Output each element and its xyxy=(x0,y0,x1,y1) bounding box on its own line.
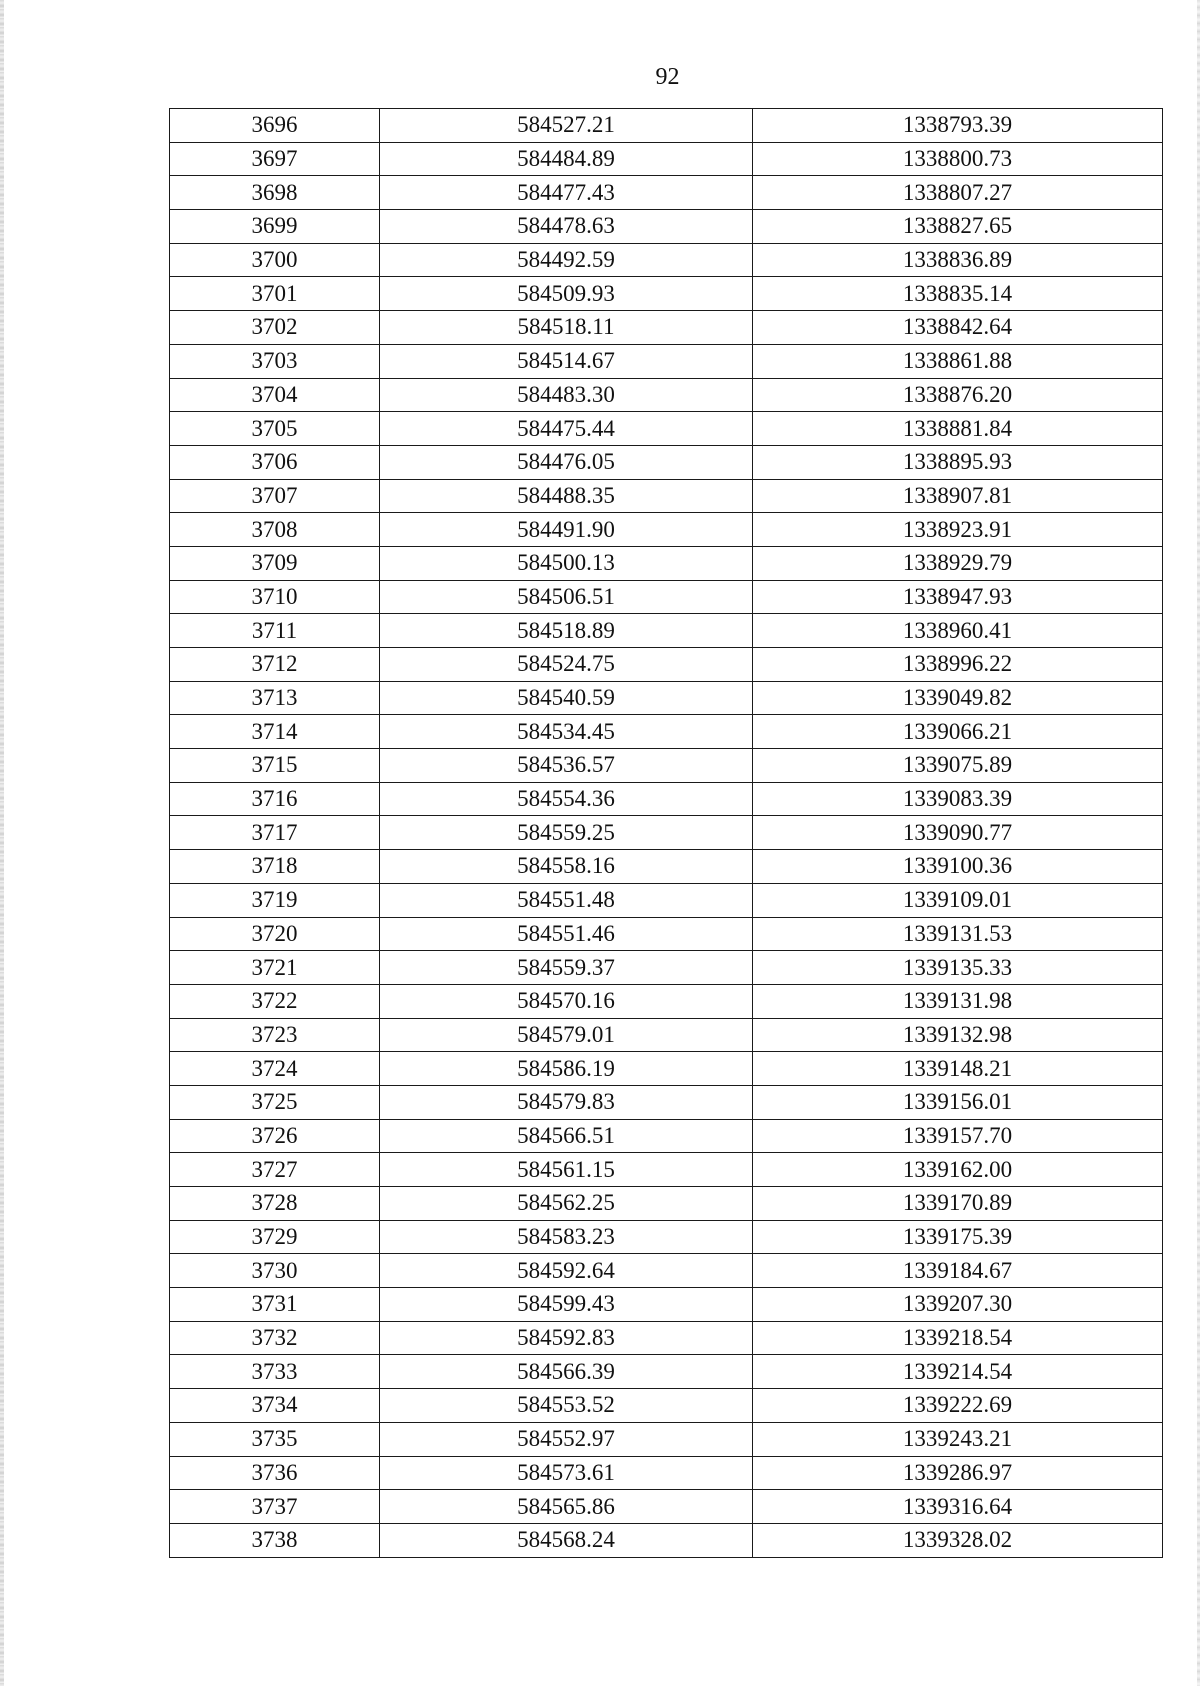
y-coordinate-cell: 1339156.01 xyxy=(753,1085,1163,1119)
x-coordinate-cell: 584559.25 xyxy=(380,816,753,850)
y-coordinate-cell: 1338947.93 xyxy=(753,580,1163,614)
point-id-cell: 3702 xyxy=(170,311,380,345)
point-id-cell: 3704 xyxy=(170,378,380,412)
y-coordinate-cell: 1338929.79 xyxy=(753,546,1163,580)
y-coordinate-cell: 1339214.54 xyxy=(753,1355,1163,1389)
table-row xyxy=(170,445,1163,479)
point-id-cell: 3735 xyxy=(170,1422,380,1456)
table-row xyxy=(170,614,1163,648)
table-row xyxy=(170,1288,1163,1322)
y-coordinate-cell: 1338996.22 xyxy=(753,648,1163,682)
table-row xyxy=(170,513,1163,547)
point-id-cell: 3718 xyxy=(170,850,380,884)
x-coordinate-cell: 584573.61 xyxy=(380,1456,753,1490)
coordinate-table xyxy=(169,108,1163,1558)
y-coordinate-cell: 1338881.84 xyxy=(753,412,1163,446)
y-coordinate-cell: 1339075.89 xyxy=(753,749,1163,783)
x-coordinate-cell: 584534.45 xyxy=(380,715,753,749)
y-coordinate-cell: 1339162.00 xyxy=(753,1153,1163,1187)
x-coordinate-cell: 584476.05 xyxy=(380,445,753,479)
x-coordinate-cell: 584540.59 xyxy=(380,681,753,715)
table-row xyxy=(170,1119,1163,1153)
y-coordinate-cell: 1339218.54 xyxy=(753,1321,1163,1355)
table-row xyxy=(170,1422,1163,1456)
table-row xyxy=(170,883,1163,917)
table-row xyxy=(170,1018,1163,1052)
table-row xyxy=(170,412,1163,446)
table-row xyxy=(170,546,1163,580)
y-coordinate-cell: 1339131.53 xyxy=(753,917,1163,951)
x-coordinate-cell: 584475.44 xyxy=(380,412,753,446)
point-id-cell: 3719 xyxy=(170,883,380,917)
point-id-cell: 3720 xyxy=(170,917,380,951)
scan-edge-left xyxy=(0,0,4,1686)
point-id-cell: 3707 xyxy=(170,479,380,513)
point-id-cell: 3716 xyxy=(170,782,380,816)
y-coordinate-cell: 1339184.67 xyxy=(753,1254,1163,1288)
point-id-cell: 3714 xyxy=(170,715,380,749)
x-coordinate-cell: 584579.83 xyxy=(380,1085,753,1119)
table-row xyxy=(170,648,1163,682)
point-id-cell: 3703 xyxy=(170,344,380,378)
point-id-cell: 3738 xyxy=(170,1523,380,1557)
table-row xyxy=(170,681,1163,715)
y-coordinate-cell: 1339148.21 xyxy=(753,1052,1163,1086)
point-id-cell: 3712 xyxy=(170,648,380,682)
table-row xyxy=(170,277,1163,311)
table-row xyxy=(170,1389,1163,1423)
y-coordinate-cell: 1338835.14 xyxy=(753,277,1163,311)
x-coordinate-cell: 584570.16 xyxy=(380,984,753,1018)
x-coordinate-cell: 584553.52 xyxy=(380,1389,753,1423)
table-row xyxy=(170,344,1163,378)
table-row xyxy=(170,109,1163,143)
point-id-cell: 3713 xyxy=(170,681,380,715)
table-row xyxy=(170,243,1163,277)
x-coordinate-cell: 584492.59 xyxy=(380,243,753,277)
x-coordinate-cell: 584561.15 xyxy=(380,1153,753,1187)
point-id-cell: 3715 xyxy=(170,749,380,783)
x-coordinate-cell: 584484.89 xyxy=(380,142,753,176)
y-coordinate-cell: 1339316.64 xyxy=(753,1490,1163,1524)
table-row xyxy=(170,1052,1163,1086)
y-coordinate-cell: 1339175.39 xyxy=(753,1220,1163,1254)
x-coordinate-cell: 584500.13 xyxy=(380,546,753,580)
y-coordinate-cell: 1339100.36 xyxy=(753,850,1163,884)
table-row xyxy=(170,142,1163,176)
point-id-cell: 3727 xyxy=(170,1153,380,1187)
table-row xyxy=(170,1220,1163,1254)
table-row xyxy=(170,210,1163,244)
table-row xyxy=(170,311,1163,345)
table-row xyxy=(170,1523,1163,1557)
point-id-cell: 3724 xyxy=(170,1052,380,1086)
x-coordinate-cell: 584518.89 xyxy=(380,614,753,648)
point-id-cell: 3701 xyxy=(170,277,380,311)
point-id-cell: 3730 xyxy=(170,1254,380,1288)
y-coordinate-cell: 1338876.20 xyxy=(753,378,1163,412)
point-id-cell: 3734 xyxy=(170,1389,380,1423)
x-coordinate-cell: 584551.48 xyxy=(380,883,753,917)
page-number: 92 xyxy=(655,64,680,90)
table-row xyxy=(170,580,1163,614)
table-row xyxy=(170,1187,1163,1221)
table-row xyxy=(170,176,1163,210)
table-row xyxy=(170,1355,1163,1389)
table-row xyxy=(170,1456,1163,1490)
x-coordinate-cell: 584568.24 xyxy=(380,1523,753,1557)
x-coordinate-cell: 584592.64 xyxy=(380,1254,753,1288)
y-coordinate-cell: 1339131.98 xyxy=(753,984,1163,1018)
point-id-cell: 3711 xyxy=(170,614,380,648)
y-coordinate-cell: 1338861.88 xyxy=(753,344,1163,378)
point-id-cell: 3705 xyxy=(170,412,380,446)
x-coordinate-cell: 584554.36 xyxy=(380,782,753,816)
y-coordinate-cell: 1339066.21 xyxy=(753,715,1163,749)
table-row xyxy=(170,1254,1163,1288)
y-coordinate-cell: 1339109.01 xyxy=(753,883,1163,917)
point-id-cell: 3732 xyxy=(170,1321,380,1355)
point-id-cell: 3729 xyxy=(170,1220,380,1254)
x-coordinate-cell: 584559.37 xyxy=(380,951,753,985)
x-coordinate-cell: 584506.51 xyxy=(380,580,753,614)
table-row xyxy=(170,479,1163,513)
coordinate-table-body xyxy=(170,109,1163,1558)
table-row xyxy=(170,715,1163,749)
x-coordinate-cell: 584478.63 xyxy=(380,210,753,244)
point-id-cell: 3733 xyxy=(170,1355,380,1389)
y-coordinate-cell: 1339328.02 xyxy=(753,1523,1163,1557)
y-coordinate-cell: 1339286.97 xyxy=(753,1456,1163,1490)
table-row xyxy=(170,850,1163,884)
x-coordinate-cell: 584566.39 xyxy=(380,1355,753,1389)
x-coordinate-cell: 584518.11 xyxy=(380,311,753,345)
table-row xyxy=(170,984,1163,1018)
y-coordinate-cell: 1339170.89 xyxy=(753,1187,1163,1221)
point-id-cell: 3700 xyxy=(170,243,380,277)
point-id-cell: 3726 xyxy=(170,1119,380,1153)
y-coordinate-cell: 1339222.69 xyxy=(753,1389,1163,1423)
y-coordinate-cell: 1338907.81 xyxy=(753,479,1163,513)
table-row xyxy=(170,1321,1163,1355)
y-coordinate-cell: 1339049.82 xyxy=(753,681,1163,715)
point-id-cell: 3725 xyxy=(170,1085,380,1119)
y-coordinate-cell: 1338793.39 xyxy=(753,109,1163,143)
y-coordinate-cell: 1338895.93 xyxy=(753,445,1163,479)
point-id-cell: 3708 xyxy=(170,513,380,547)
y-coordinate-cell: 1338923.91 xyxy=(753,513,1163,547)
point-id-cell: 3696 xyxy=(170,109,380,143)
point-id-cell: 3736 xyxy=(170,1456,380,1490)
point-id-cell: 3698 xyxy=(170,176,380,210)
x-coordinate-cell: 584483.30 xyxy=(380,378,753,412)
point-id-cell: 3722 xyxy=(170,984,380,1018)
point-id-cell: 3721 xyxy=(170,951,380,985)
x-coordinate-cell: 584536.57 xyxy=(380,749,753,783)
y-coordinate-cell: 1339083.39 xyxy=(753,782,1163,816)
point-id-cell: 3699 xyxy=(170,210,380,244)
table-row xyxy=(170,1153,1163,1187)
table-row xyxy=(170,951,1163,985)
y-coordinate-cell: 1339243.21 xyxy=(753,1422,1163,1456)
x-coordinate-cell: 584509.93 xyxy=(380,277,753,311)
y-coordinate-cell: 1338800.73 xyxy=(753,142,1163,176)
x-coordinate-cell: 584514.67 xyxy=(380,344,753,378)
y-coordinate-cell: 1339157.70 xyxy=(753,1119,1163,1153)
point-id-cell: 3710 xyxy=(170,580,380,614)
y-coordinate-cell: 1338960.41 xyxy=(753,614,1163,648)
x-coordinate-cell: 584599.43 xyxy=(380,1288,753,1322)
y-coordinate-cell: 1339207.30 xyxy=(753,1288,1163,1322)
point-id-cell: 3709 xyxy=(170,546,380,580)
point-id-cell: 3697 xyxy=(170,142,380,176)
point-id-cell: 3728 xyxy=(170,1187,380,1221)
x-coordinate-cell: 584552.97 xyxy=(380,1422,753,1456)
x-coordinate-cell: 584488.35 xyxy=(380,479,753,513)
x-coordinate-cell: 584592.83 xyxy=(380,1321,753,1355)
x-coordinate-cell: 584562.25 xyxy=(380,1187,753,1221)
x-coordinate-cell: 584579.01 xyxy=(380,1018,753,1052)
x-coordinate-cell: 584551.46 xyxy=(380,917,753,951)
table-row xyxy=(170,1085,1163,1119)
y-coordinate-cell: 1338836.89 xyxy=(753,243,1163,277)
x-coordinate-cell: 584477.43 xyxy=(380,176,753,210)
y-coordinate-cell: 1339132.98 xyxy=(753,1018,1163,1052)
y-coordinate-cell: 1338842.64 xyxy=(753,311,1163,345)
table-row xyxy=(170,749,1163,783)
y-coordinate-cell: 1338807.27 xyxy=(753,176,1163,210)
table-row xyxy=(170,816,1163,850)
x-coordinate-cell: 584566.51 xyxy=(380,1119,753,1153)
x-coordinate-cell: 584491.90 xyxy=(380,513,753,547)
point-id-cell: 3731 xyxy=(170,1288,380,1322)
x-coordinate-cell: 584524.75 xyxy=(380,648,753,682)
x-coordinate-cell: 584586.19 xyxy=(380,1052,753,1086)
y-coordinate-cell: 1339135.33 xyxy=(753,951,1163,985)
y-coordinate-cell: 1339090.77 xyxy=(753,816,1163,850)
point-id-cell: 3723 xyxy=(170,1018,380,1052)
x-coordinate-cell: 584583.23 xyxy=(380,1220,753,1254)
x-coordinate-cell: 584527.21 xyxy=(380,109,753,143)
point-id-cell: 3717 xyxy=(170,816,380,850)
table-row xyxy=(170,782,1163,816)
x-coordinate-cell: 584558.16 xyxy=(380,850,753,884)
point-id-cell: 3706 xyxy=(170,445,380,479)
y-coordinate-cell: 1338827.65 xyxy=(753,210,1163,244)
table-row xyxy=(170,1490,1163,1524)
point-id-cell: 3737 xyxy=(170,1490,380,1524)
table-row xyxy=(170,917,1163,951)
table-row xyxy=(170,378,1163,412)
x-coordinate-cell: 584565.86 xyxy=(380,1490,753,1524)
